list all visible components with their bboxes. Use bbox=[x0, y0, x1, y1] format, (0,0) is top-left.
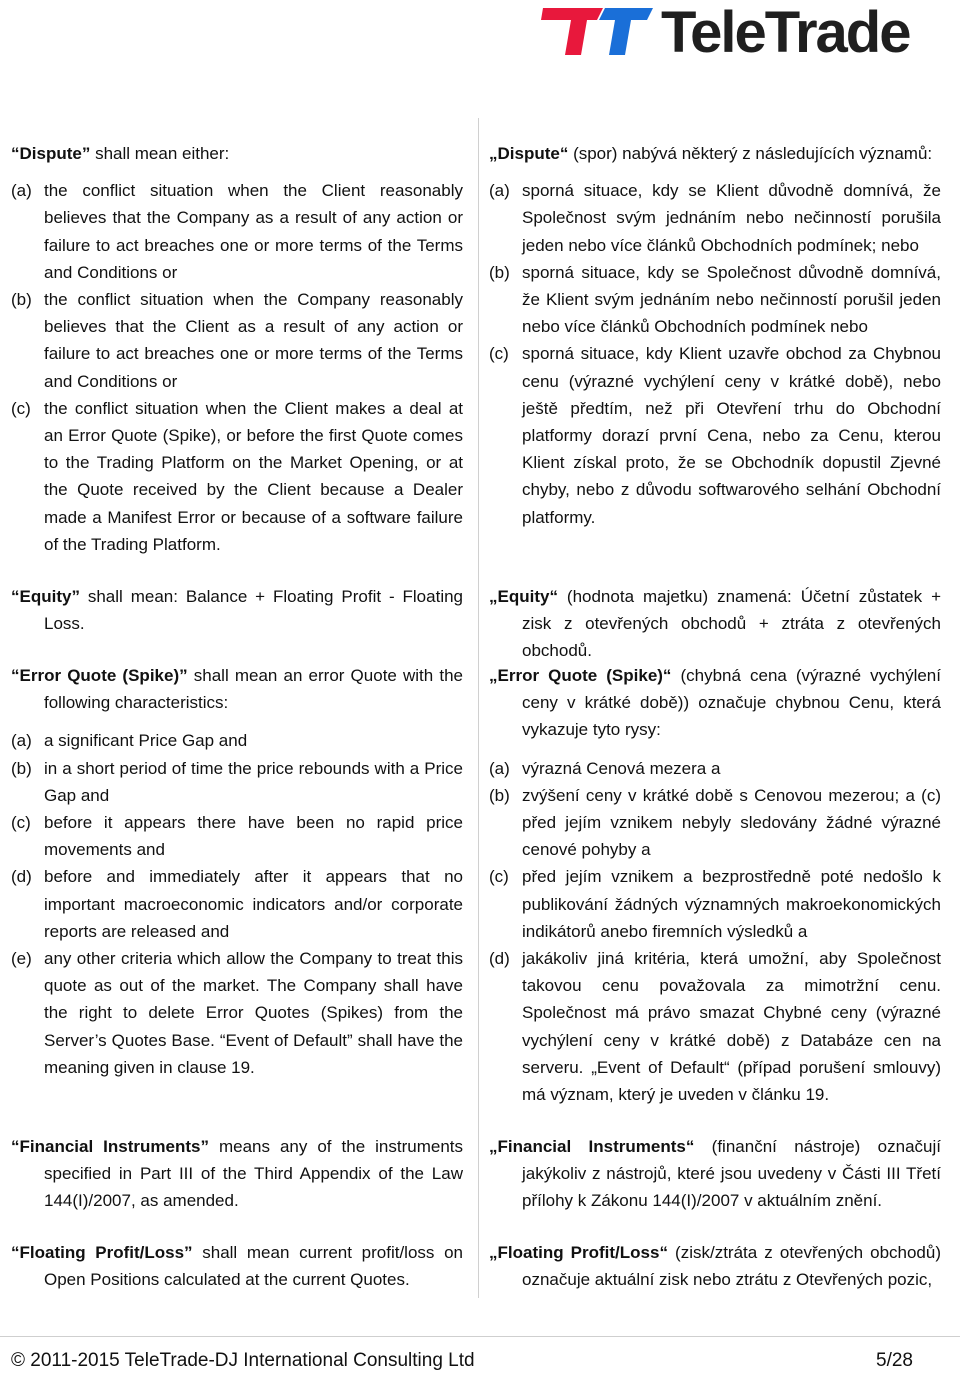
list-item bbox=[11, 395, 463, 558]
item-label: (c) bbox=[489, 344, 509, 364]
list-item bbox=[489, 863, 941, 945]
list-item bbox=[11, 286, 463, 395]
item-label: (b) bbox=[11, 758, 32, 778]
dispute-list bbox=[11, 177, 463, 558]
item-text: the conflict situation when the Client reasonably believes that the Company as a result of any action or failure to act breaches one or more terms of the Terms and Conditions or bbox=[44, 181, 463, 282]
item-label: (c) bbox=[11, 398, 31, 418]
footer-divider bbox=[0, 1336, 960, 1337]
item-text: the conflict situation when the Company reasonably believes that the Client as a result of any action or failure to act breaches one or more terms of the Terms and Conditions or bbox=[44, 290, 463, 391]
teletrade-logo bbox=[541, 0, 941, 62]
term-dispute: „Dispute“ bbox=[489, 144, 569, 163]
logo-red-shape bbox=[541, 8, 603, 20]
term-error-quote: “Error Quote (Spike)” bbox=[11, 666, 188, 685]
list-item bbox=[11, 177, 463, 286]
item-text: před jejím vznikem a bezprostředně poté nedošlo k publikování žádných významných makroekonomických indikátorů anebo firemních výsledků a bbox=[522, 867, 941, 941]
definition-floating-cz bbox=[489, 1239, 941, 1293]
item-text: sporná situace, kdy se Společnost důvodně domnívá, že Klient svým jednáním nebo nečinností porušil jeden nebo více článků Obchodních podmínek nebo bbox=[522, 262, 941, 337]
definition-dispute-cz bbox=[489, 140, 941, 531]
definition-text: (finanční nástroje) označují jakýkoliv z nástrojů, které jsou uvedeny v Části III Třetí přílohy k Zákonu 144(I)/2007 v aktuálním znění. bbox=[522, 1137, 941, 1211]
item-label: (b) bbox=[11, 290, 32, 310]
definition-intro: (spor) nabývá některý z následujících významů: bbox=[568, 144, 933, 163]
list-item bbox=[11, 863, 463, 945]
item-label: (a) bbox=[11, 731, 32, 751]
error-quote-list bbox=[489, 755, 941, 1109]
item-text: sporná situace, kdy se Klient důvodně domnívá, že Společnost svým jednáním nebo nečinností porušila jeden nebo více článků Obchodních podmínek; nebo bbox=[522, 181, 941, 255]
definition-heading bbox=[489, 140, 941, 167]
definition-text: means any of the instruments specified in Part III of the Third Appendix of the Law 144(I)/2007, as amended. bbox=[44, 1137, 463, 1211]
definition-dispute bbox=[11, 140, 463, 558]
item-text: jakákoliv jiná kritéria, která umožní, aby Společnost takovou cenu považovala za mimotržní cenu. Společnost má právo smazat Chybné ceny (výrazné vychýlení ceny v krátké době) z Databáze cen na serveru. „Event of Default“ (případ porušení smlouvy) má význam, který je uveden v článku 19. bbox=[522, 949, 941, 1105]
definition-text: shall mean: Balance + Floating Profit - Floating Loss. bbox=[44, 587, 463, 634]
definition-text: (zisk/ztráta z otevřených obchodů) označuje aktuální zisk nebo ztrátu z Otevřených pozic, bbox=[522, 1243, 941, 1290]
definition-financial-instruments bbox=[11, 1133, 463, 1215]
item-label: (b) bbox=[489, 785, 510, 805]
item-text: sporná situace, kdy Klient uzavře obchod za Chybnou cenu (výrazné vychýlení ceny v krátké době), nebo ještě předtím, než při Otevření trhu do Obchodní platformy dorazí první Cena, nebo za Cenu, kterou Klient získal proto, že se Obchodník dopustil Zjevné chyby, nebo z důvodu softwarového selhání Obchodní platformy. bbox=[522, 344, 941, 527]
list-item bbox=[489, 177, 941, 259]
term-dispute: “Dispute” bbox=[11, 144, 91, 163]
dispute-list bbox=[489, 177, 941, 531]
item-text: before it appears there have been no rapid price movements and bbox=[44, 813, 463, 860]
item-label: (e) bbox=[11, 949, 32, 969]
list-item bbox=[489, 340, 941, 530]
item-label: (c) bbox=[11, 813, 31, 833]
item-label: (d) bbox=[11, 867, 32, 887]
error-quote-list bbox=[11, 727, 463, 1081]
item-text: a significant Price Gap and bbox=[44, 731, 248, 751]
item-label: (a) bbox=[11, 181, 32, 201]
definition-error-quote bbox=[11, 662, 463, 1081]
item-label: (c) bbox=[489, 867, 509, 887]
list-item bbox=[11, 727, 463, 754]
logo-mark bbox=[541, 0, 941, 62]
term-floating: „Floating Profit/Loss“ bbox=[489, 1243, 668, 1262]
definition-intro: shall mean an error Quote with the following characteristics: bbox=[44, 666, 463, 713]
item-label: (b) bbox=[489, 262, 510, 282]
item-text: zvýšení ceny v krátké době s Cenovou mezerou; a (c) před jejím vznikem nebyly sledovány žádné výrazné cenové pohyby a bbox=[522, 785, 941, 860]
definition-intro: (chybná cena (výrazné vychýlení ceny v krátké době)) označuje chybnou Cenu, která vykazuje tyto rysy: bbox=[522, 666, 941, 740]
list-item bbox=[489, 945, 941, 1108]
term-financial-instruments: “Financial Instruments” bbox=[11, 1137, 209, 1156]
term-financial-instruments: „Financial Instruments“ bbox=[489, 1137, 695, 1156]
logo-blue-shape bbox=[599, 8, 653, 20]
term-equity: „Equity“ bbox=[489, 587, 558, 606]
list-item bbox=[489, 259, 941, 341]
item-label: (d) bbox=[489, 949, 510, 969]
list-item bbox=[489, 755, 941, 782]
item-text: výrazná Cenová mezera a bbox=[522, 758, 721, 778]
item-text: in a short period of time the price rebounds with a Price Gap and bbox=[44, 758, 463, 805]
item-text: any other criteria which allow the Company to treat this quote as out of the market. The Company shall have the right to delete Error Quotes (Spikes) from the Server’s Quotes Base. “Event of Default” shall have the meaning given in clause 19. bbox=[44, 949, 463, 1077]
term-floating: “Floating Profit/Loss” bbox=[11, 1243, 193, 1262]
definition-heading bbox=[11, 662, 463, 716]
definition-intro: shall mean either: bbox=[90, 144, 230, 163]
item-label: (a) bbox=[489, 181, 510, 201]
footer-copyright: © 2011-2015 TeleTrade-DJ International Consulting Ltd bbox=[11, 1350, 475, 1371]
logo-wordmark: TeleTrade bbox=[661, 0, 910, 62]
item-text: before and immediately after it appears that no important macroeconomic indicators and/or corporate reports are released and bbox=[44, 867, 463, 941]
definition-heading bbox=[11, 140, 463, 167]
term-error-quote: „Error Quote (Spike)“ bbox=[489, 666, 672, 685]
logo-red-stem bbox=[565, 20, 587, 55]
page-number: 5/28 bbox=[876, 1350, 913, 1371]
definition-text: (hodnota majetku) znamená: Účetní zůstatek + zisk z otevřených obchodů + ztráta z otevřených obchodů. bbox=[522, 587, 941, 661]
definition-financial-instruments-cz bbox=[489, 1133, 941, 1215]
definition-equity-cz bbox=[489, 583, 941, 665]
definition-floating bbox=[11, 1239, 463, 1293]
list-item bbox=[11, 755, 463, 809]
definition-error-quote-cz bbox=[489, 662, 941, 1108]
definition-text: shall mean current profit/loss on Open Positions calculated at the current Quotes. bbox=[44, 1243, 463, 1290]
list-item bbox=[11, 809, 463, 863]
definition-equity bbox=[11, 583, 463, 637]
column-divider bbox=[478, 118, 479, 1298]
definition-heading bbox=[489, 662, 941, 744]
list-item bbox=[11, 945, 463, 1081]
list-item bbox=[489, 782, 941, 864]
item-label: (a) bbox=[489, 758, 510, 778]
logo-blue-stem bbox=[609, 20, 631, 55]
item-text: the conflict situation when the Client makes a deal at an Error Quote (Spike), or before the first Quote comes to the Trading Platform on the Market Opening, or at the Quote received by the Client because a Dealer made a Manifest Error or because of a software failure of the Trading Platform. bbox=[44, 398, 463, 554]
term-equity: “Equity” bbox=[11, 587, 80, 606]
